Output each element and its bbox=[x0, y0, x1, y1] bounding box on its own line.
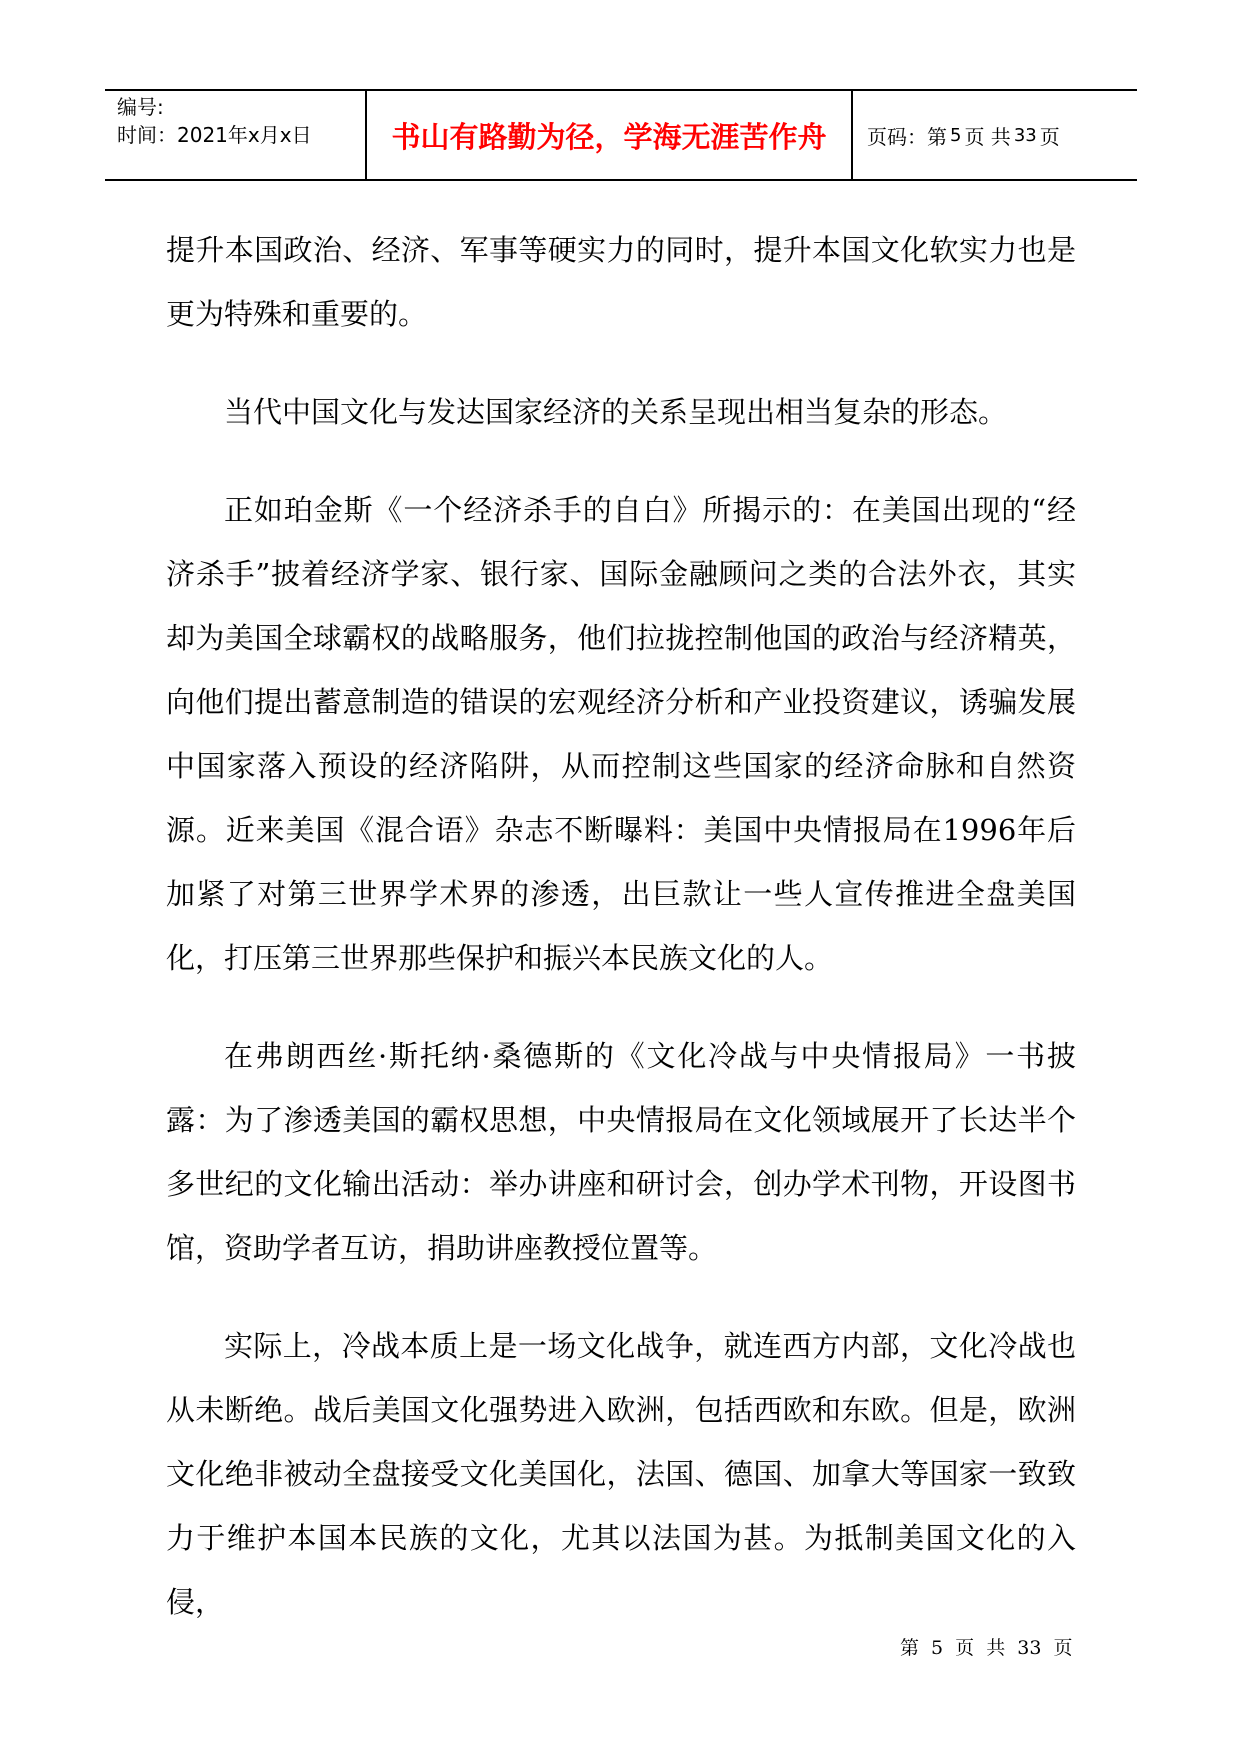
page-total: 33 bbox=[1013, 124, 1037, 146]
page-middle: 页 共 bbox=[964, 124, 1011, 149]
paragraph-1: 提升本国政治、经济、军事等硬实力的同时，提升本国文化软实力也是更为特殊和重要的。 bbox=[166, 233, 1076, 331]
header-meta bbox=[105, 91, 367, 179]
paragraph-3: 正如珀金斯《一个经济杀手的自白》所揭示的：在美国出现的“经济杀手”披着经济学家、银行家、国际金融顾问之类的合法外衣，其实却为美国全球霸权的战略服务，他们拉拢控制他国的政治与经济精英，向他们提出蓄意制造的错误的宏观经济分析和产业投资建议，诱骗发展中国家落入预设的经济陷阱，从而控制这些国家的经济命脉和自然资源。近来美国《混合语》杂志不断曝料：美国中央情报局在1996年后加紧了对第三世界学术界的渗透，出巨款让一些人宣传推进全盘美国化，打压第三世界那些保护和振兴本民族文化的人。 bbox=[166, 493, 1076, 975]
serial-label: 编号: bbox=[117, 95, 164, 119]
header-page-number bbox=[853, 91, 1137, 179]
page-footer: 第 5 页 共 33 页 bbox=[900, 1637, 1073, 1659]
header-motto: 书山有路勤为径，学海无涯苦作舟 bbox=[367, 91, 853, 179]
page-suffix: 页 bbox=[1039, 124, 1060, 149]
paragraph-4: 在弗朗西丝·斯托纳·桑德斯的《文化冷战与中央情报局》一书披露：为了渗透美国的霸权思想，中央情报局在文化领域展开了长达半个多世纪的文化输出活动：举办讲座和研讨会，创办学术刊物，开设图书馆，资助学者互访，捐助讲座教授位置等。 bbox=[166, 1039, 1076, 1265]
paragraph-5: 实际上，冷战本质上是一场文化战争，就连西方内部，文化冷战也从未断绝。战后美国文化强势进入欧洲，包括西欧和东欧。但是，欧洲文化绝非被动全盘接受文化美国化，法国、德国、加拿大等国家一致致力于维护本国本民族的文化，尤其以法国为甚。为抵制美国文化的入侵， bbox=[166, 1329, 1076, 1619]
time-label: 时间：2021年x月x日 bbox=[117, 123, 312, 147]
page-header bbox=[105, 89, 1137, 181]
document-body bbox=[166, 218, 1076, 1634]
page-prefix: 页码：第 bbox=[867, 124, 947, 149]
page-current: 5 bbox=[950, 124, 962, 146]
paragraph-2: 当代中国文化与发达国家经济的关系呈现出相当复杂的形态。 bbox=[224, 395, 1008, 429]
